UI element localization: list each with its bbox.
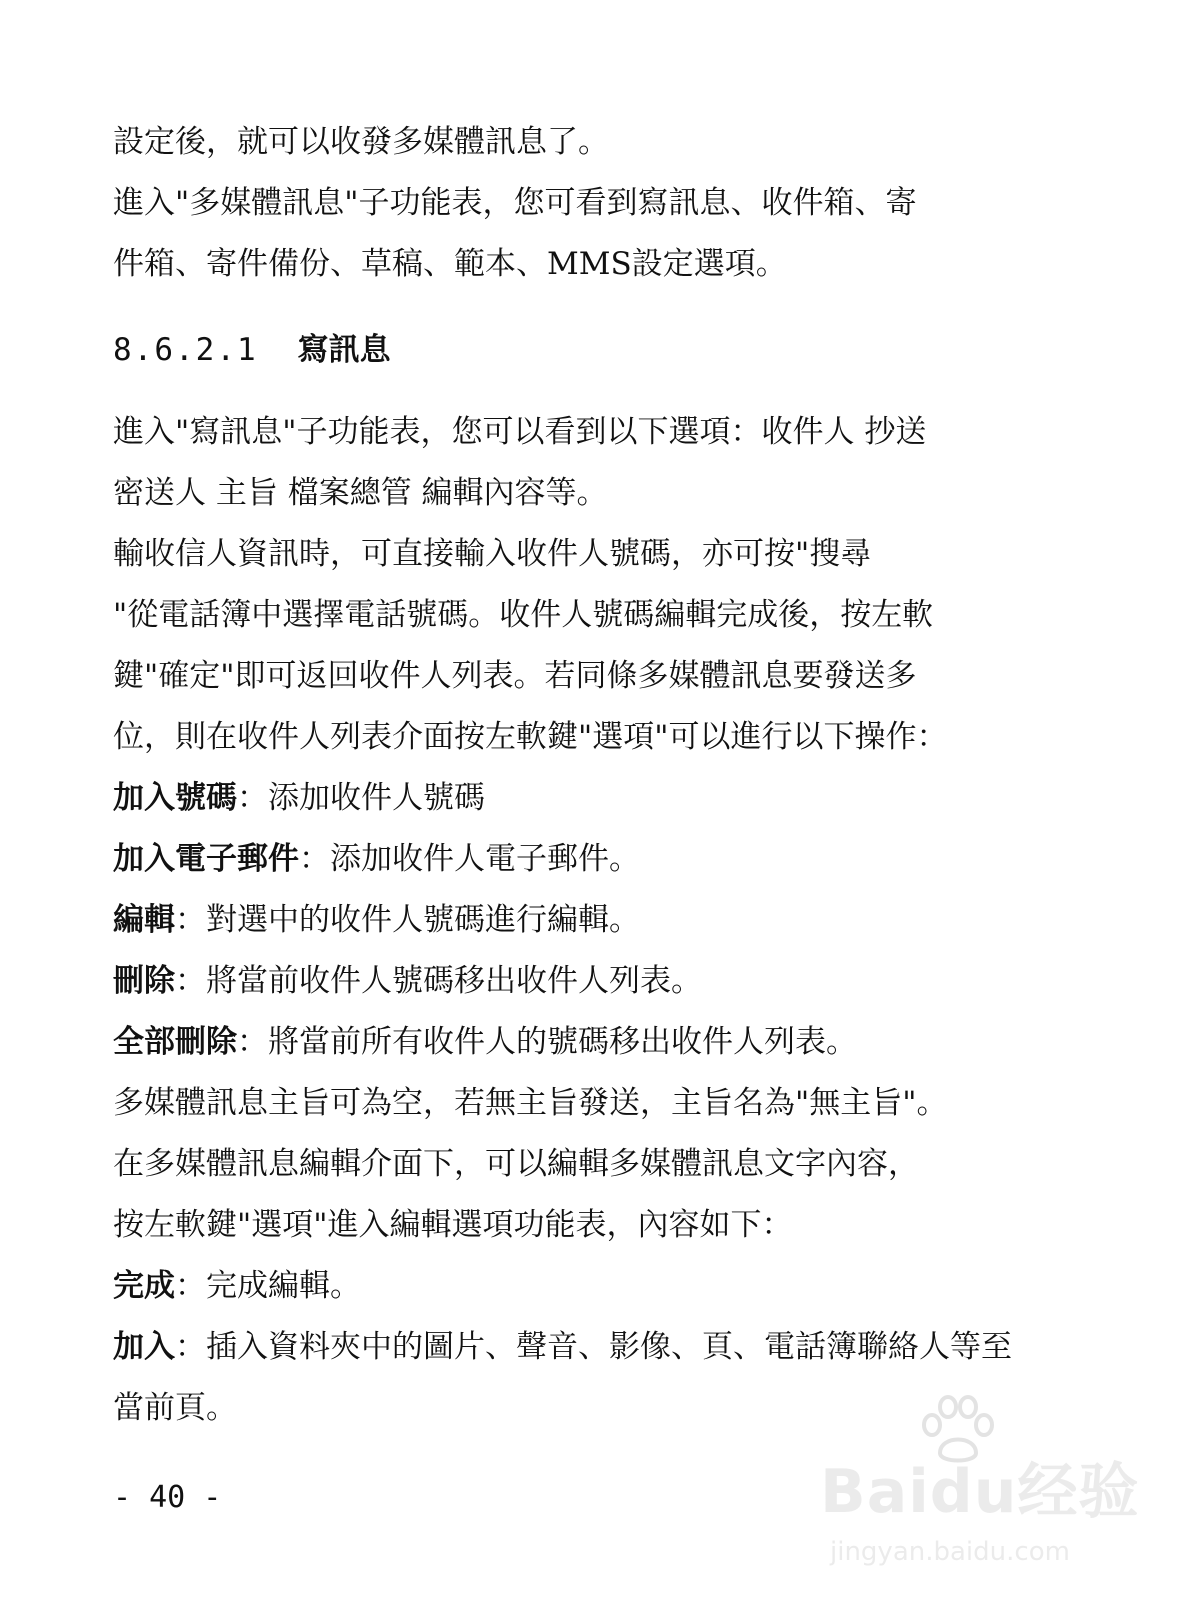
page-number: - 40 -: [113, 1480, 222, 1515]
option-desc: ：完成編輯。: [175, 1268, 361, 1304]
body-line-4: "從電話簿中選擇電話號碼。收件人號碼編輯完成後，按左軟: [113, 597, 934, 633]
intro-line-3: 件箱、寄件備份、草稿、範本、MMS設定選項。: [113, 246, 787, 282]
edit-option-insert: [113, 1327, 1012, 1367]
intro-line-1: 設定後，就可以收發多媒體訊息了。: [113, 124, 609, 160]
section-title: 寫訊息: [297, 332, 391, 368]
option-term: 全部刪除: [113, 1024, 237, 1060]
body-line-3: 輸收信人資訊時，可直接輸入收件人號碼，亦可按"搜尋: [113, 536, 872, 572]
recipient-option-add-number: [113, 778, 485, 818]
baidu-jingyan-watermark: [820, 1395, 1140, 1595]
option-desc: ：對選中的收件人號碼進行編輯。: [175, 902, 640, 938]
recipient-option-edit: [113, 900, 640, 940]
section-number: 8.6.2.1: [113, 332, 258, 368]
body2-line-1: 多媒體訊息主旨可為空，若無主旨發送，主旨名為"無主旨"。: [113, 1085, 948, 1121]
option-term: 刪除: [113, 963, 175, 999]
watermark-brand: Baidu经验: [820, 1457, 1140, 1527]
option-term: 完成: [113, 1268, 175, 1304]
option-desc: ：將當前收件人號碼移出收件人列表。: [175, 963, 702, 999]
edit-option-done: [113, 1266, 361, 1306]
option-desc: ：插入資料夾中的圖片、聲音、影像、頁、電話簿聯絡人等至: [175, 1329, 1012, 1365]
body-line-6: 位，則在收件人列表介面按左軟鍵"選項"可以進行以下操作：: [113, 719, 948, 755]
watermark-url: jingyan.baidu.com: [830, 1537, 1070, 1567]
recipient-option-delete: [113, 961, 702, 1001]
option-term: 加入: [113, 1329, 175, 1365]
option-desc: ：添加收件人電子郵件。: [299, 841, 640, 877]
body-line-2: 密送人 主旨 檔案總管 編輯內容等。: [113, 475, 608, 511]
edit-option-insert-continued: 當前頁。: [113, 1390, 237, 1426]
section-heading: [113, 330, 391, 370]
body2-line-3: 按左軟鍵"選項"進入編輯選項功能表，內容如下：: [113, 1207, 793, 1243]
option-term: 編輯: [113, 902, 175, 938]
option-term: 加入號碼: [113, 780, 237, 816]
paw-logo-icon: [918, 1395, 998, 1465]
intro-line-2: 進入"多媒體訊息"子功能表，您可看到寫訊息、收件箱、寄: [113, 185, 917, 221]
body-line-5: 鍵"確定"即可返回收件人列表。若同條多媒體訊息要發送多: [113, 658, 917, 694]
recipient-option-add-email: [113, 839, 640, 879]
recipient-option-delete-all: [113, 1022, 857, 1062]
body-line-1: 進入"寫訊息"子功能表，您可以看到以下選項：收件人 抄送: [113, 414, 927, 450]
option-desc: ：添加收件人號碼: [237, 780, 485, 816]
option-desc: ：將當前所有收件人的號碼移出收件人列表。: [237, 1024, 857, 1060]
body2-line-2: 在多媒體訊息編輯介面下，可以編輯多媒體訊息文字內容，: [113, 1146, 919, 1182]
option-term: 加入電子郵件: [113, 841, 299, 877]
